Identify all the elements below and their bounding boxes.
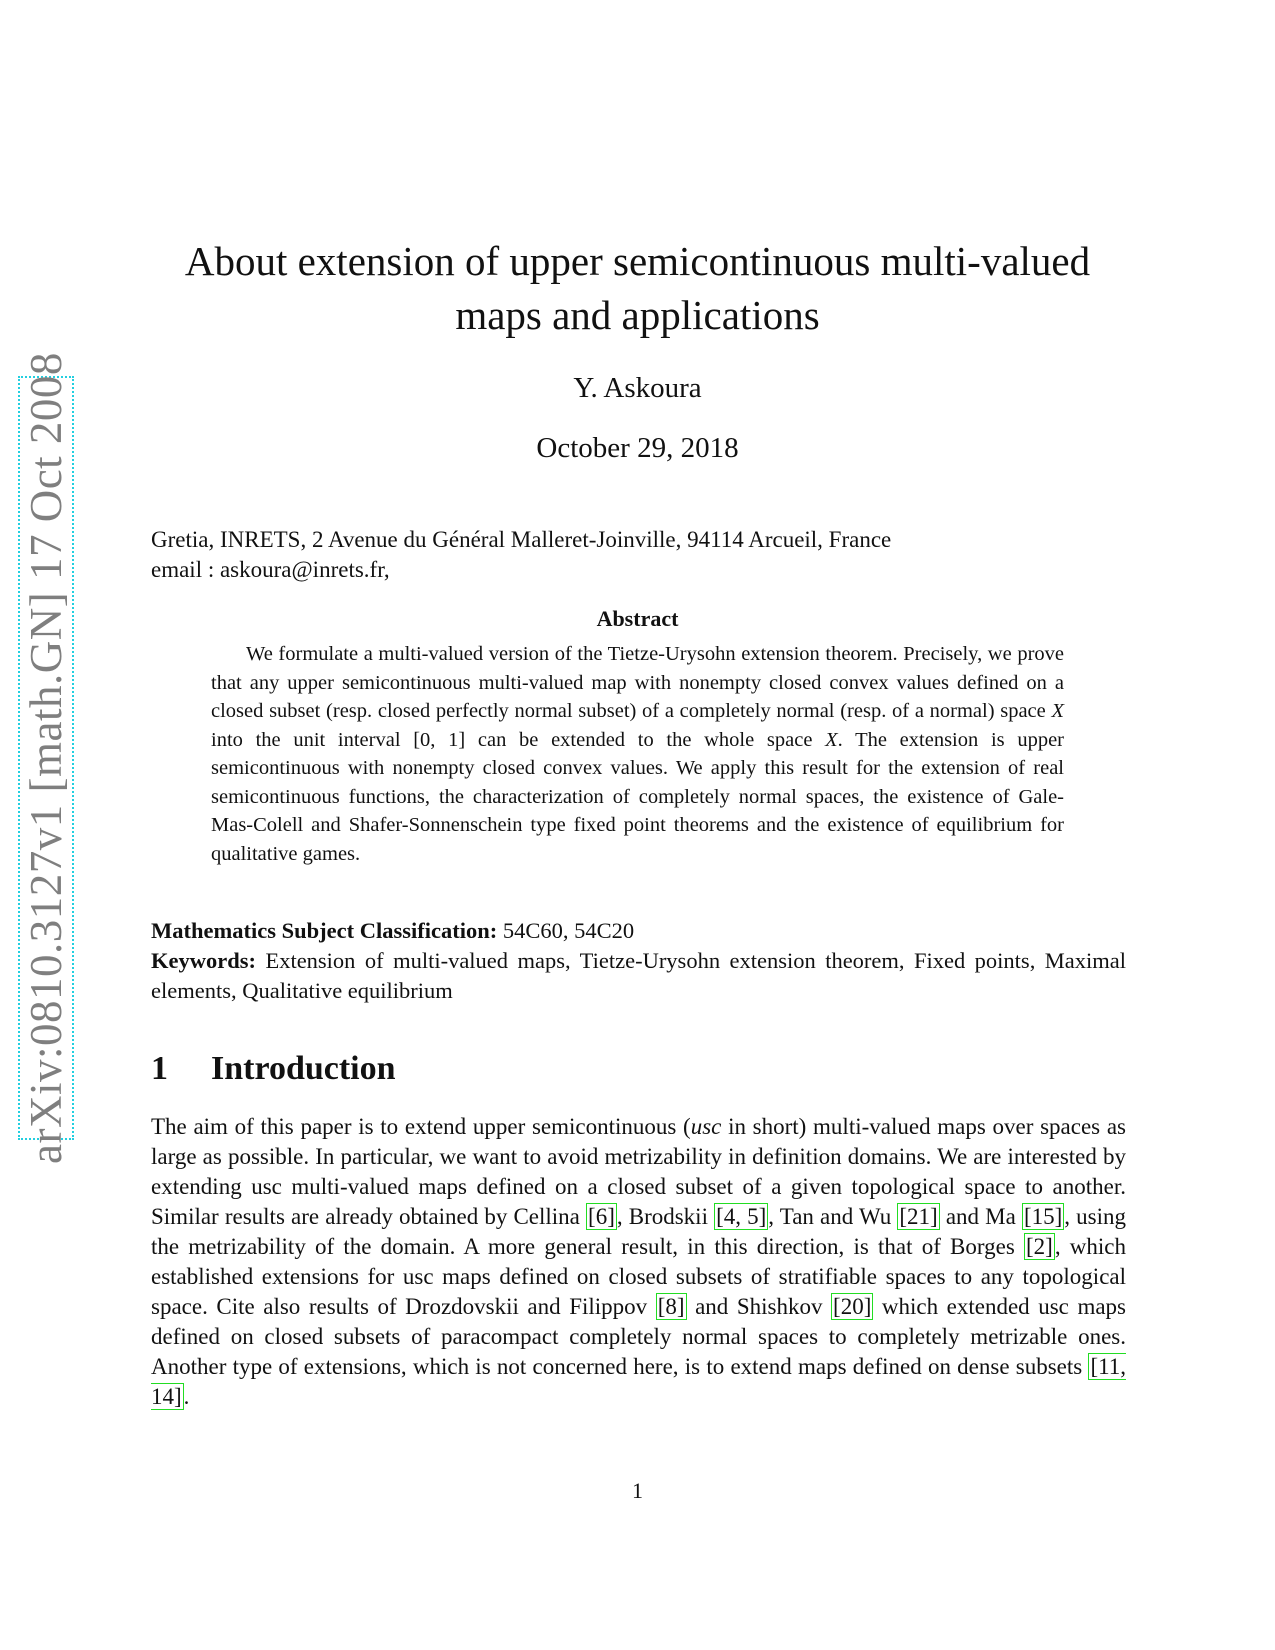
intro-text: The aim of this paper is to extend upper semicontinuous ( <box>151 1114 691 1139</box>
intro-text: and Ma <box>939 1204 1022 1229</box>
keywords-value: Extension of multi-valued maps, Tietze-Urysohn extension theorem, Fixed points, Maximal elements, Qualitative equilibrium <box>151 948 1126 1003</box>
keywords-label: Keywords: <box>151 948 256 973</box>
abstract-part-1: We formulate a multi-valued version of the Tietze-Urysohn extension theorem. Precisely, we prove that any upper semicontinuous multi-valued map with nonempty closed convex values defined on a closed subset (resp. closed perfectly normal subset) of a completely normal (resp. of a normal) space <box>211 643 1064 722</box>
citation-link-brodskii[interactable]: [4, 5] <box>716 1204 767 1229</box>
usc-italic: usc <box>690 1114 722 1139</box>
intro-text: , Tan and Wu <box>768 1204 898 1229</box>
citation-link-borges[interactable]: [2] <box>1026 1234 1053 1259</box>
msc-label: Mathematics Subject Classification: <box>151 918 498 943</box>
intro-text: . <box>183 1384 190 1409</box>
author-name: Y. Askoura <box>573 372 702 404</box>
math-var-x: X <box>825 728 838 751</box>
citation-link-drozdovskii[interactable]: [8] <box>657 1294 685 1319</box>
citation-link-ma[interactable]: [15] <box>1023 1204 1063 1229</box>
intro-text: in short) multi-valued maps over spaces as large as possible. In particular, we want to avoid metrizability in definition domains. We are interested by extending usc multi-valued maps defined on a closed subset of a given topological space to another. Similar results are already obtained by Cellina <box>151 1114 1126 1229</box>
math-var-x: X <box>1051 700 1064 722</box>
paper-title <box>150 234 1125 342</box>
affiliation-block <box>151 525 1151 585</box>
arxiv-identifier: arXiv:0810.3127v1 [math.GN] 17 Oct 2008 <box>21 352 72 1164</box>
intro-text: , using the metrizability of the domain. A more general result, in this direction, is that of Borges <box>151 1204 1126 1259</box>
section-heading-introduction <box>151 1050 396 1088</box>
citation-link-dense[interactable]: [11, 14] <box>151 1354 1126 1409</box>
intro-text: and Shishkov <box>686 1294 832 1319</box>
abstract-part-3: . The extension is upper semicontinuous with nonempty closed convex values. We apply this result for the extension of real semicontinuous functions, the characterization of completely normal spaces, the existence of Gale-Mas-Colell and Shafer-Sonnenschein type fixed point theorems and the existence of equilibrium for qualitative games. <box>211 728 1064 865</box>
title-line-1: About extension of upper semicontinuous multi-valued <box>184 238 1091 284</box>
paper-date: October 29, 2018 <box>536 432 739 464</box>
author-email: email : askoura@inrets.fr, <box>151 557 390 582</box>
section-number: 1 <box>151 1050 168 1087</box>
citation-link-shishkov[interactable]: [20] <box>833 1294 872 1319</box>
abstract-heading: Abstract <box>596 606 679 631</box>
title-line-2: maps and applications <box>455 292 820 338</box>
msc-line <box>151 916 1126 946</box>
intro-text: , Brodskii <box>616 1204 715 1229</box>
arxiv-stamp <box>18 352 74 1164</box>
intro-text: , which established extensions for usc maps defined on closed subsets of stratifiable spaces to any topological space. Cite also results of Drozdovskii and Filippov <box>151 1234 1126 1319</box>
citation-link-tan-wu[interactable]: [21] <box>899 1204 938 1229</box>
abstract-text <box>211 640 1064 868</box>
affiliation-address: Gretia, INRETS, 2 Avenue du Général Malleret-Joinville, 94114 Arcueil, France <box>151 527 892 552</box>
msc-value: 54C60, 54C20 <box>497 918 635 943</box>
intro-text: which extended usc maps defined on closed subsets of paracompact completely normal spaces to completely metrizable ones. Another type of extensions, which is not concerned here, is to extend maps defined on dense subsets <box>151 1294 1126 1379</box>
page-number: 1 <box>632 1478 643 1503</box>
keywords-line <box>151 946 1126 1006</box>
introduction-paragraph <box>151 1112 1126 1412</box>
abstract-part-2: into the unit interval [0, 1] can be extended to the whole space <box>211 728 826 751</box>
section-title: Introduction <box>211 1050 396 1087</box>
citation-link-cellina[interactable]: [6] <box>588 1204 615 1229</box>
